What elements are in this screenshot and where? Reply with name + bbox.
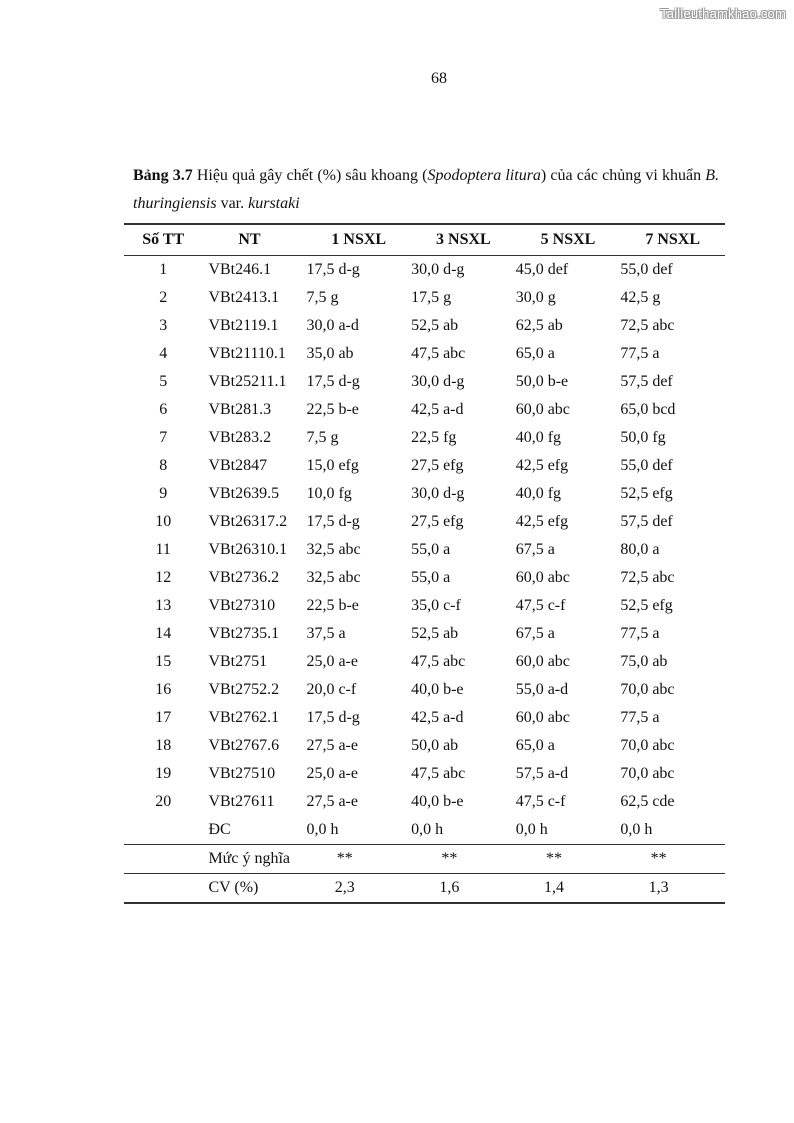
caption-label: Bảng 3.7 [133, 167, 193, 184]
table-cell: 60,0 abc [515, 401, 570, 418]
table-cell: VBt246.1 [208, 261, 272, 278]
table-cell: CV (%) [208, 879, 259, 896]
table-cell: 50,0 b-e [515, 373, 569, 390]
table-cell: VBt281.3 [208, 401, 272, 418]
table-cell: 40,0 b-e [411, 681, 464, 698]
table-row [124, 592, 725, 620]
table-cell: 70,0 abc [620, 681, 675, 698]
table-cell: 7 [159, 429, 168, 446]
table-cell: 62,5 cde [620, 793, 675, 810]
table-cell: ** [441, 850, 458, 867]
table-cell: 22,5 b-e [306, 597, 359, 614]
table-row [124, 312, 725, 340]
table-cell: 80,0 a [620, 541, 660, 558]
table-cell: 37,5 a [306, 625, 346, 642]
table-cell: 72,5 abc [620, 317, 675, 334]
table-cell: 0,0 h [620, 821, 653, 838]
table-cell: 42,5 g [620, 289, 661, 306]
table-cell: 2,3 [334, 879, 355, 896]
table-cell: 40,0 b-e [411, 793, 464, 810]
table-cell: VBt2847 [208, 457, 268, 474]
caption-bacterium: B. thuringiensis [133, 167, 719, 212]
header-7nsxl: 7 NSXL [645, 231, 700, 248]
table-cell: 47,5 abc [411, 653, 466, 670]
table-row [124, 676, 725, 704]
table-cell: 0,0 h [515, 821, 548, 838]
table-cell: VBt26317.2 [208, 513, 288, 530]
header-5nsxl: 5 NSXL [540, 231, 596, 248]
caption-text: ) của các chủng vi khuẩn [540, 167, 706, 184]
table-cell: ĐC [208, 821, 231, 838]
table-cell: 70,0 abc [620, 765, 675, 782]
significance-row [124, 845, 725, 874]
table-cell: 67,5 a [515, 541, 555, 558]
table-row [124, 816, 725, 845]
table-cell: 40,0 fg [515, 429, 562, 446]
table-cell: 35,0 ab [306, 345, 354, 362]
table-cell: 72,5 abc [620, 569, 675, 586]
table-row [124, 256, 725, 285]
table-cell: 77,5 a [620, 625, 660, 642]
table-cell: 55,0 a [411, 569, 451, 586]
table-cell: VBt2762.1 [208, 709, 280, 726]
table-cell: 17,5 d-g [306, 709, 360, 726]
table-cell: 27,5 efg [411, 513, 464, 530]
table-cell: 47,5 c-f [515, 793, 566, 810]
table-cell: 15,0 efg [306, 457, 359, 474]
table-cell: 17,5 d-g [306, 513, 360, 530]
table-cell: 20 [155, 793, 172, 810]
table-row [124, 564, 725, 592]
table-cell: 47,5 abc [411, 345, 466, 362]
table-cell: 10 [155, 513, 172, 530]
table-cell: 6 [159, 401, 168, 418]
table-cell: 27,5 efg [411, 457, 464, 474]
table-cell: 30,0 d-g [411, 261, 465, 278]
table-cell: 20,0 c-f [306, 681, 357, 698]
table-cell: 77,5 a [620, 709, 660, 726]
table-cell: VBt26310.1 [208, 541, 288, 558]
table-cell: 15 [155, 653, 172, 670]
table-cell: VBt2735.1 [208, 625, 280, 642]
table-cell: 57,5 def [620, 513, 673, 530]
table-cell: VBt2119.1 [208, 317, 279, 334]
table-cell: VBt21110.1 [208, 345, 286, 362]
table-cell: 5 [159, 373, 168, 390]
table-cell: 55,0 def [620, 261, 673, 278]
table-cell [124, 816, 202, 845]
table-cell: 30,0 a-d [306, 317, 359, 334]
table-cell: 50,0 ab [411, 737, 459, 754]
table-cell: 25,0 a-e [306, 765, 358, 782]
table-cell: 55,0 a-d [515, 681, 569, 698]
table-cell: 25,0 a-e [306, 653, 358, 670]
header-1nsxl: 1 NSXL [331, 231, 387, 248]
header-3nsxl: 3 NSXL [436, 231, 491, 248]
cv-row [124, 874, 725, 904]
table-cell: VBt27510 [208, 765, 276, 782]
table-cell: 2 [159, 289, 168, 306]
table-cell [124, 845, 202, 874]
table-cell: 3 [159, 317, 168, 334]
table-cell: 17,5 d-g [306, 373, 360, 390]
table-cell: 22,5 fg [411, 429, 457, 446]
table-cell: 7,5 g [306, 429, 339, 446]
table-cell: 0,0 h [306, 821, 339, 838]
table-row [124, 648, 725, 676]
table-cell: 42,5 efg [515, 457, 569, 474]
table-cell: 1,4 [544, 879, 565, 896]
table-cell: 60,0 abc [515, 569, 570, 586]
table-row [124, 396, 725, 424]
table-cell: 42,5 a-d [411, 709, 464, 726]
table-cell: 30,0 d-g [411, 485, 465, 502]
table-cell: 52,5 ab [411, 317, 459, 334]
table-cell: 55,0 def [620, 457, 673, 474]
table-cell: 14 [155, 625, 172, 642]
table-row [124, 536, 725, 564]
table-row [124, 452, 725, 480]
caption-text: Hiệu quả gây chết (%) sâu khoang ( [192, 167, 428, 184]
table-cell: 47,5 abc [411, 765, 466, 782]
table-cell: 32,5 abc [306, 569, 361, 586]
table-cell: 45,0 def [515, 261, 569, 278]
table-cell: 60,0 abc [515, 653, 570, 670]
table-cell: VBt2751 [208, 653, 268, 670]
table-cell: VBt283.2 [208, 429, 272, 446]
table-row [124, 788, 725, 816]
table-cell: 1,3 [648, 879, 669, 896]
header-stt: Số TT [142, 231, 185, 248]
table-cell: 17 [155, 709, 172, 726]
table-row [124, 732, 725, 760]
table-cell: 57,5 a-d [515, 765, 569, 782]
watermark: Tailieuthamkhao.com [660, 6, 786, 21]
table-cell: 22,5 b-e [306, 401, 359, 418]
table-cell: 65,0 a [515, 737, 555, 754]
table-cell: 8 [159, 457, 168, 474]
table-body [124, 256, 725, 904]
table-row [124, 620, 725, 648]
table-cell: 11 [155, 541, 171, 558]
table-cell: 1,6 [439, 879, 460, 896]
table-cell: 19 [155, 765, 172, 782]
table-cell: 35,0 c-f [411, 597, 461, 614]
table-cell [124, 874, 202, 904]
results-table [124, 223, 725, 904]
table-cell: 67,5 a [515, 625, 555, 642]
table-cell: ** [546, 850, 563, 867]
table-row [124, 508, 725, 536]
table-cell: 18 [155, 737, 172, 754]
table-cell: 52,5 efg [620, 485, 673, 502]
table-cell: VBt2752.2 [208, 681, 280, 698]
table-cell: 62,5 ab [515, 317, 563, 334]
table-cell: 77,5 a [620, 345, 660, 362]
table-cell: 27,5 a-e [306, 793, 358, 810]
table-cell: 42,5 efg [515, 513, 569, 530]
caption-text: var. [216, 195, 249, 212]
table-cell: VBt2736.2 [208, 569, 280, 586]
table-cell: 32,5 abc [306, 541, 361, 558]
table-cell: VBt27310 [208, 597, 276, 614]
caption-species: Spodoptera litura [427, 167, 541, 184]
table-caption [133, 162, 719, 218]
table-cell: 1 [159, 261, 168, 278]
table-cell: 17,5 d-g [306, 261, 360, 278]
table-cell: 70,0 abc [620, 737, 675, 754]
table-cell: 60,0 abc [515, 709, 570, 726]
table-row [124, 368, 725, 396]
table-cell: ** [336, 850, 353, 867]
table-cell: 30,0 d-g [411, 373, 465, 390]
table-cell: 47,5 c-f [515, 597, 566, 614]
table-cell: 65,0 bcd [620, 401, 676, 418]
table-cell: VBt2639.5 [208, 485, 280, 502]
table-cell: 42,5 a-d [411, 401, 464, 418]
table-cell: 52,5 efg [620, 597, 673, 614]
table-cell: 13 [155, 597, 172, 614]
table-cell: ** [650, 850, 667, 867]
table-row [124, 480, 725, 508]
table-row [124, 340, 725, 368]
table-cell: 0,0 h [411, 821, 444, 838]
table-row [124, 760, 725, 788]
table-cell: 7,5 g [306, 289, 339, 306]
header-nt: NT [238, 231, 261, 248]
table-cell: VBt25211.1 [208, 373, 287, 390]
table-cell: 27,5 a-e [306, 737, 358, 754]
table-cell: 65,0 a [515, 345, 555, 362]
table-cell: 50,0 fg [620, 429, 666, 446]
table-cell: 10,0 fg [306, 485, 352, 502]
table-cell: 52,5 ab [411, 625, 459, 642]
table-cell: 9 [159, 485, 168, 502]
table-cell: 17,5 g [411, 289, 452, 306]
table-cell: 16 [155, 681, 172, 698]
table-cell: 57,5 def [620, 373, 673, 390]
caption-variety: kurstaki [248, 195, 300, 212]
table-cell: VBt2413.1 [208, 289, 280, 306]
table-row [124, 424, 725, 452]
table-cell: 40,0 fg [515, 485, 562, 502]
table-header-row [124, 224, 725, 256]
table-cell: 30,0 g [515, 289, 556, 306]
table-row [124, 284, 725, 312]
table-cell: 4 [159, 345, 168, 362]
table-cell: 55,0 a [411, 541, 451, 558]
table-cell: Mức ý nghĩa [208, 850, 290, 867]
table-cell: 12 [155, 569, 172, 586]
table-row [124, 704, 725, 732]
table-cell: 75,0 ab [620, 653, 668, 670]
table-cell: VBt27611 [208, 793, 275, 810]
page-number: 68 [431, 70, 447, 87]
table-cell: VBt2767.6 [208, 737, 280, 754]
